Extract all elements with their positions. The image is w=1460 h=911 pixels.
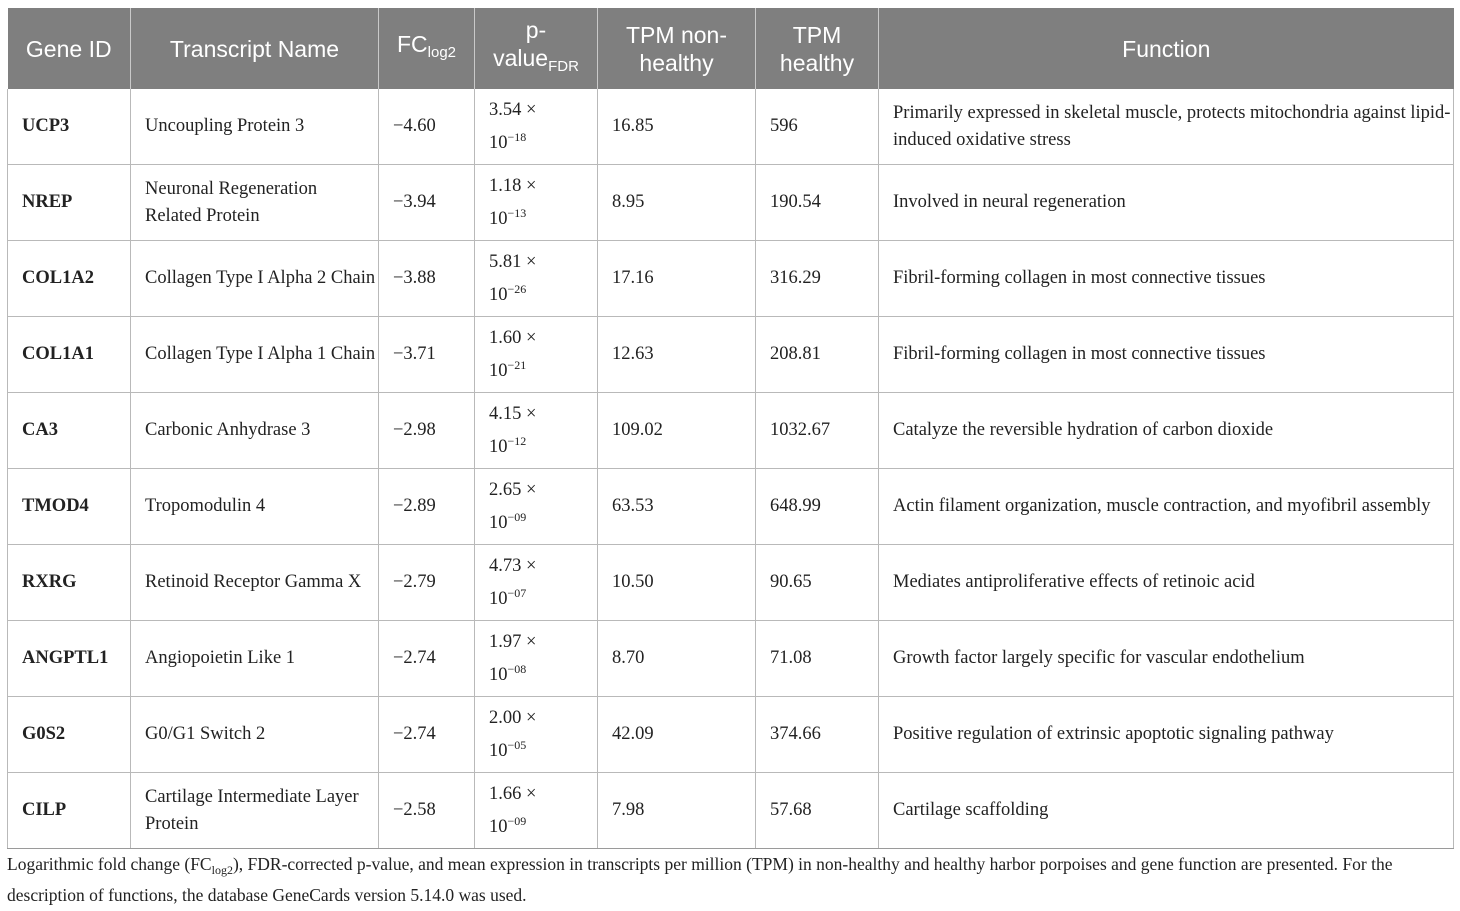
cell-tpm-healthy (756, 165, 879, 241)
cell-transcript-name (131, 773, 379, 849)
table-footnote (7, 852, 1455, 908)
transcript-name-text: Collagen Type I Alpha 1 Chain (145, 344, 376, 364)
cell-transcript-name (131, 89, 379, 165)
tpm-non-healthy-text: 8.70 (612, 648, 645, 668)
tpm-non-healthy-text: 16.85 (612, 116, 654, 136)
transcript-name-text: Retinoid Receptor Gamma X (145, 572, 362, 592)
table-row (8, 469, 1454, 545)
function-text: Involved in neural regeneration (893, 192, 1126, 212)
p-base-text: 10 (489, 360, 508, 381)
cell-p-value (475, 241, 598, 317)
p-base-text: 10 (489, 436, 508, 457)
cell-p-value (475, 89, 598, 165)
p-mantissa-text: 1.66 × (489, 783, 537, 804)
fc-value-text: −2.79 (393, 572, 436, 592)
fc-value-text: −4.60 (393, 116, 436, 136)
table-row (8, 697, 1454, 773)
p-exponent-text: −13 (507, 205, 527, 220)
header-fc-log2 (379, 8, 475, 89)
p-mantissa-text: 5.81 × (489, 251, 537, 272)
p-exponent-text: −12 (507, 433, 527, 448)
tpm-non-healthy-text: 12.63 (612, 344, 654, 364)
header-fc-sub: log2 (427, 44, 457, 61)
p-base-text: 10 (489, 588, 508, 609)
cell-tpm-non-healthy (598, 317, 756, 393)
table-row (8, 393, 1454, 469)
cell-tpm-healthy (756, 317, 879, 393)
fc-value-text: −2.98 (393, 420, 436, 440)
table-body (8, 89, 1454, 849)
tpm-non-healthy-text: 10.50 (612, 572, 654, 592)
cell-gene-id (8, 317, 131, 393)
tpm-healthy-text: 316.29 (770, 268, 821, 288)
fc-value-text: −3.94 (393, 192, 436, 212)
cell-tpm-non-healthy (598, 545, 756, 621)
p-mantissa-text: 2.00 × (489, 707, 537, 728)
transcript-name-text: Collagen Type I Alpha 2 Chain (145, 268, 376, 288)
p-base-text: 10 (489, 208, 508, 229)
tpm-healthy-text: 648.99 (770, 496, 821, 516)
tpm-healthy-text: 57.68 (770, 800, 812, 820)
header-gene-id: Gene ID (8, 8, 131, 89)
cell-transcript-name (131, 393, 379, 469)
tpm-healthy-text: 596 (770, 116, 798, 136)
gene-id-text: G0S2 (22, 724, 66, 744)
function-text: Growth factor largely specific for vascular endothelium (893, 648, 1305, 668)
p-exponent-text: −18 (507, 129, 527, 144)
header-pvalue-sub: FDR (548, 58, 579, 75)
cell-tpm-healthy (756, 469, 879, 545)
p-exponent-text: −09 (507, 509, 527, 524)
cell-tpm-non-healthy (598, 621, 756, 697)
table-row (8, 165, 1454, 241)
cell-fc-log2 (379, 697, 475, 773)
cell-tpm-healthy (756, 241, 879, 317)
tpm-non-healthy-text: 7.98 (612, 800, 645, 820)
cell-p-value (475, 393, 598, 469)
cell-gene-id (8, 469, 131, 545)
cell-tpm-non-healthy (598, 241, 756, 317)
gene-table-container (7, 8, 1453, 849)
cell-fc-log2 (379, 393, 475, 469)
cell-p-value (475, 773, 598, 849)
function-text: Actin filament organization, muscle contraction, and myofibril assembly (893, 496, 1431, 516)
table-row (8, 317, 1454, 393)
transcript-name-text: Tropomodulin 4 (145, 496, 266, 516)
p-base-text: 10 (489, 740, 508, 761)
cell-fc-log2 (379, 317, 475, 393)
p-mantissa-text: 4.15 × (489, 403, 537, 424)
function-text: Catalyze the reversible hydration of carbon dioxide (893, 420, 1274, 440)
cell-tpm-healthy (756, 621, 879, 697)
cell-tpm-non-healthy (598, 165, 756, 241)
cell-p-value (475, 165, 598, 241)
p-mantissa-text: 3.54 × (489, 99, 537, 120)
cell-tpm-healthy (756, 773, 879, 849)
fc-value-text: −2.74 (393, 724, 436, 744)
table-header-row (8, 8, 1454, 89)
cell-gene-id (8, 773, 131, 849)
cell-tpm-healthy (756, 545, 879, 621)
tpm-healthy-text: 1032.67 (770, 420, 831, 440)
table-row (8, 773, 1454, 849)
p-base-text: 10 (489, 664, 508, 685)
tpm-healthy-text: 374.66 (770, 724, 821, 744)
cell-transcript-name (131, 317, 379, 393)
transcript-name-text: Uncoupling Protein 3 (145, 116, 305, 136)
cell-fc-log2 (379, 545, 475, 621)
header-fc-main: FC (396, 31, 428, 57)
table-row (8, 545, 1454, 621)
cell-p-value (475, 621, 598, 697)
cell-gene-id (8, 89, 131, 165)
cell-p-value (475, 317, 598, 393)
gene-id-text: CILP (22, 800, 67, 820)
transcript-name-text: G0/G1 Switch 2 (145, 724, 266, 744)
p-mantissa-text: 1.97 × (489, 631, 537, 652)
p-mantissa-text: 1.18 × (489, 175, 537, 196)
p-exponent-text: −21 (507, 357, 527, 372)
gene-id-text: NREP (22, 192, 73, 212)
function-text: Cartilage scaffolding (893, 800, 1049, 820)
cell-tpm-non-healthy (598, 697, 756, 773)
tpm-non-healthy-text: 8.95 (612, 192, 645, 212)
p-base-text: 10 (489, 816, 508, 837)
header-pvalue-main: p-value (493, 17, 549, 71)
gene-id-text: ANGPTL1 (22, 648, 109, 668)
cell-p-value (475, 545, 598, 621)
cell-gene-id (8, 393, 131, 469)
cell-p-value (475, 469, 598, 545)
cell-fc-log2 (379, 773, 475, 849)
gene-id-text: RXRG (22, 572, 77, 592)
transcript-name-text: Cartilage Intermediate Layer Protein (145, 786, 359, 834)
tpm-non-healthy-text: 17.16 (612, 268, 654, 288)
cell-fc-log2 (379, 165, 475, 241)
header-tpm-healthy: TPM healthy (756, 8, 879, 89)
cell-transcript-name (131, 697, 379, 773)
fc-value-text: −3.71 (393, 344, 436, 364)
cell-transcript-name (131, 469, 379, 545)
cell-tpm-healthy (756, 697, 879, 773)
cell-tpm-healthy (756, 89, 879, 165)
cell-gene-id (8, 545, 131, 621)
gene-id-text: UCP3 (22, 116, 70, 136)
cell-gene-id (8, 697, 131, 773)
cell-fc-log2 (379, 469, 475, 545)
cell-tpm-non-healthy (598, 89, 756, 165)
table-row (8, 621, 1454, 697)
p-base-text: 10 (489, 132, 508, 153)
tpm-non-healthy-text: 63.53 (612, 496, 654, 516)
cell-transcript-name (131, 165, 379, 241)
gene-id-text: COL1A1 (22, 344, 94, 364)
gene-id-text: TMOD4 (22, 496, 89, 516)
cell-function (879, 773, 1454, 849)
cell-tpm-healthy (756, 393, 879, 469)
p-base-text: 10 (489, 512, 508, 533)
cell-tpm-non-healthy (598, 469, 756, 545)
cell-function (879, 317, 1454, 393)
cell-function (879, 469, 1454, 545)
cell-gene-id (8, 241, 131, 317)
cell-transcript-name (131, 621, 379, 697)
header-transcript-name: Transcript Name (131, 8, 379, 89)
gene-id-text: COL1A2 (22, 268, 94, 288)
p-exponent-text: −26 (507, 281, 527, 296)
cell-function (879, 165, 1454, 241)
tpm-non-healthy-text: 109.02 (612, 420, 663, 440)
cell-function (879, 621, 1454, 697)
fc-value-text: −3.88 (393, 268, 436, 288)
cell-fc-log2 (379, 621, 475, 697)
gene-id-text: CA3 (22, 420, 58, 440)
tpm-healthy-text: 71.08 (770, 648, 812, 668)
transcript-name-text: Carbonic Anhydrase 3 (145, 420, 311, 440)
tpm-healthy-text: 90.65 (770, 572, 812, 592)
footnote-part2: ), FDR-corrected p-value, and mean expression in transcripts per million (TPM) in non-healthy and healthy harbor porpoises and gene function are presented. For the description of functions, the database GeneCards version 5.14.0 was used. (7, 854, 1393, 905)
cell-transcript-name (131, 241, 379, 317)
function-text: Positive regulation of extrinsic apoptotic signaling pathway (893, 724, 1334, 744)
table-row (8, 241, 1454, 317)
cell-tpm-non-healthy (598, 393, 756, 469)
cell-gene-id (8, 165, 131, 241)
cell-fc-log2 (379, 89, 475, 165)
header-p-value (475, 8, 598, 89)
cell-fc-log2 (379, 241, 475, 317)
p-exponent-text: −05 (507, 737, 527, 752)
tpm-healthy-text: 208.81 (770, 344, 821, 364)
transcript-name-text: Angiopoietin Like 1 (145, 648, 296, 668)
p-mantissa-text: 2.65 × (489, 479, 537, 500)
header-function: Function (879, 8, 1454, 89)
p-mantissa-text: 1.60 × (489, 327, 537, 348)
p-base-text: 10 (489, 284, 508, 305)
cell-tpm-non-healthy (598, 773, 756, 849)
fc-value-text: −2.74 (393, 648, 436, 668)
fc-value-text: −2.89 (393, 496, 436, 516)
transcript-name-text: Neuronal Regeneration Related Protein (145, 178, 318, 226)
p-exponent-text: −07 (507, 585, 527, 600)
cell-transcript-name (131, 545, 379, 621)
cell-function (879, 393, 1454, 469)
cell-function (879, 89, 1454, 165)
tpm-non-healthy-text: 42.09 (612, 724, 654, 744)
cell-gene-id (8, 621, 131, 697)
fc-value-text: −2.58 (393, 800, 436, 820)
footnote-sub: log2 (211, 863, 233, 877)
cell-p-value (475, 697, 598, 773)
p-mantissa-text: 4.73 × (489, 555, 537, 576)
tpm-healthy-text: 190.54 (770, 192, 821, 212)
cell-function (879, 241, 1454, 317)
function-text: Primarily expressed in skeletal muscle, protects mitochondria against lipid-induced oxidative stress (893, 102, 1451, 150)
gene-expression-table (7, 8, 1454, 849)
p-exponent-text: −09 (507, 813, 527, 828)
cell-function (879, 697, 1454, 773)
function-text: Fibril-forming collagen in most connective tissues (893, 268, 1266, 288)
function-text: Mediates antiproliferative effects of retinoic acid (893, 572, 1255, 592)
footnote-part1: Logarithmic fold change (FC (7, 854, 212, 874)
cell-function (879, 545, 1454, 621)
p-exponent-text: −08 (507, 661, 527, 676)
function-text: Fibril-forming collagen in most connective tissues (893, 344, 1266, 364)
table-row (8, 89, 1454, 165)
header-tpm-non-healthy: TPM non-healthy (598, 8, 756, 89)
